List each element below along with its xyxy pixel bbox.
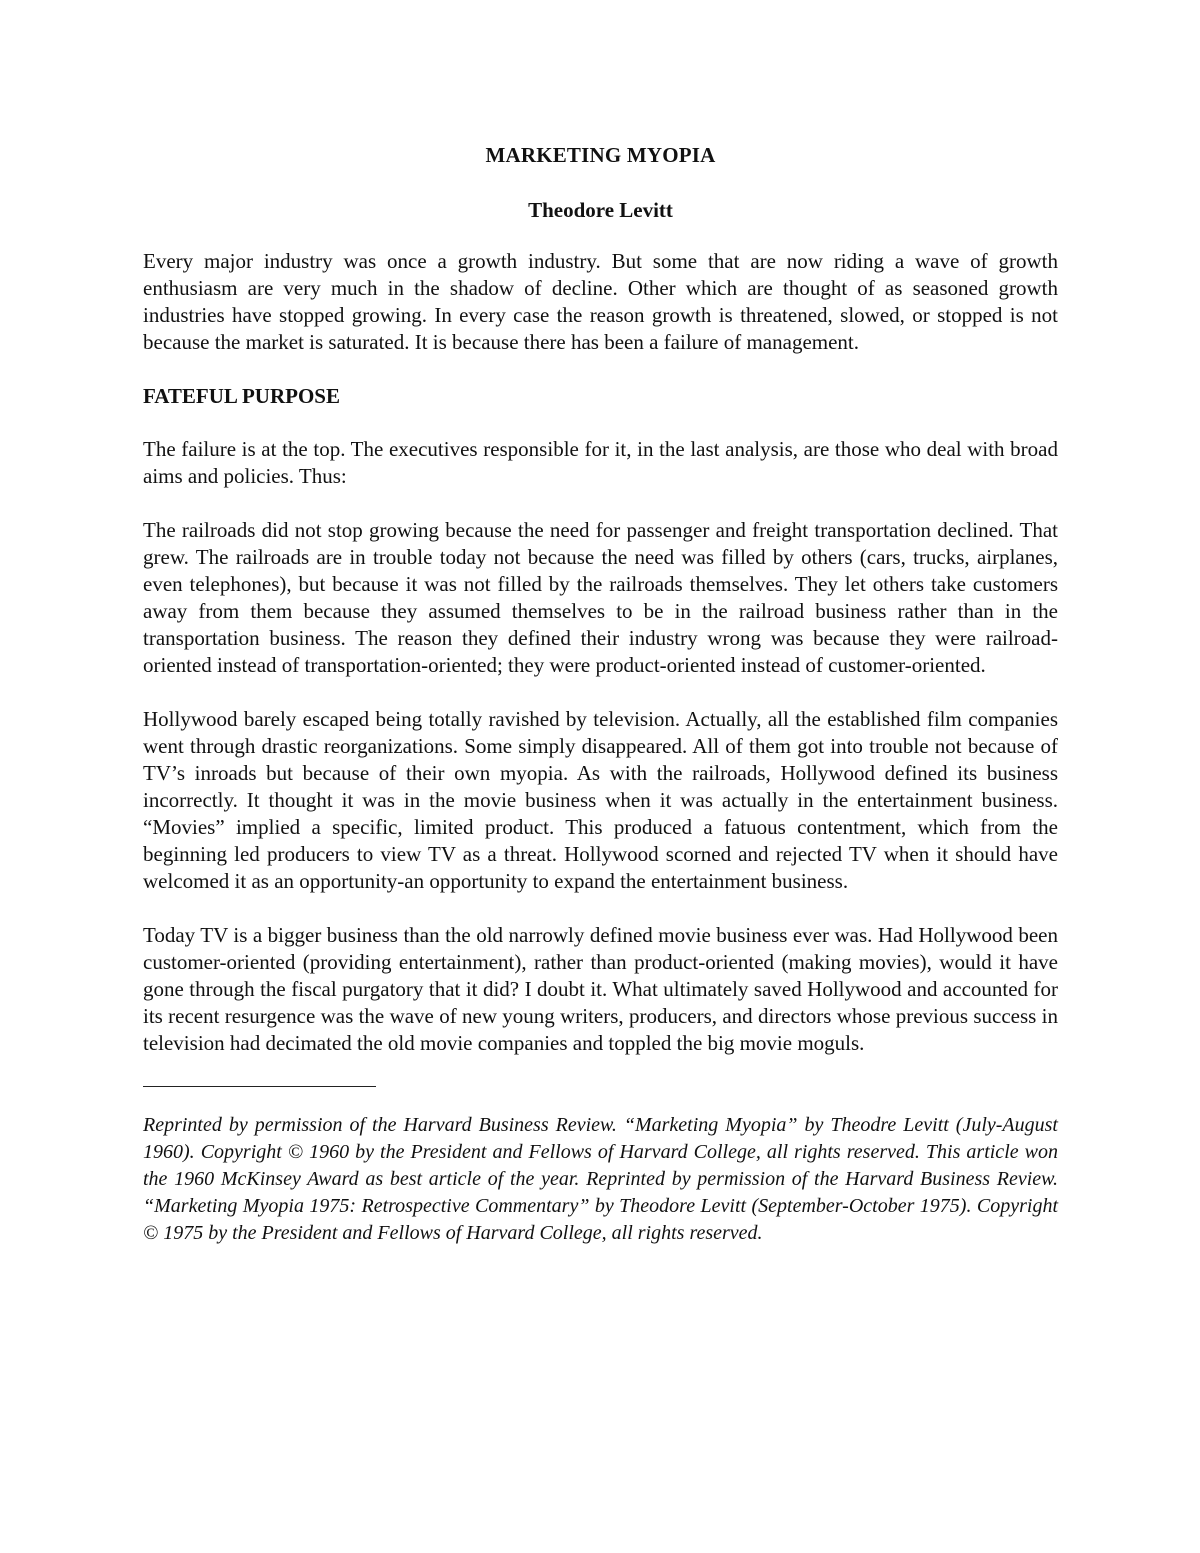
footnote-text: Reprinted by permission of the Harvard Business Review. “Marketing Myopia” by Theodre Levitt (July-August 1960). Copyright © 1960 by the President and Fellows of Harvard College, all rights reserved. This article won the 1960 McKinsey Award as best article of the year. Reprinted by permission of the Harvard Business Review. “Marketing Myopia 1975: Retrospective Commentary” by Theodore Levitt (September-October 1975). Copyright © 1975 by the President and Fellows of Harvard College, all rights reserved. bbox=[143, 1114, 1058, 1244]
document-content bbox=[143, 140, 1058, 1247]
body-paragraph: The failure is at the top. The executives responsible for it, in the last analysis, are those who deal with broad aims and policies. Thus: bbox=[143, 437, 1058, 488]
body-paragraph: The railroads did not stop growing because the need for passenger and freight transportation declined. That grew. The railroads are in trouble today not because the need was filled by others (cars, trucks, airplanes, even telephones), but because it was not filled by the railroads themselves. They let others take customers away from them because they assumed themselves to be in the railroad business rather than in the transportation business. The reason they defined their industry wrong was because they were railroad-oriented instead of transportation-oriented; they were product-oriented instead of customer-oriented. bbox=[143, 518, 1058, 677]
intro-paragraph: Every major industry was once a growth industry. But some that are now riding a wave of growth enthusiasm are very much in the shadow of decline. Other which are thought of as seasoned growth industries have stopped growing. In every case the reason growth is threatened, slowed, or stopped is not because the market is saturated. It is because there has been a failure of management. bbox=[143, 249, 1058, 354]
document-author: Theodore Levitt bbox=[528, 198, 673, 222]
body-paragraph: Hollywood barely escaped being totally ravished by television. Actually, all the established film companies went through drastic reorganizations. Some simply disappeared. All of them got into trouble not because of TV’s inroads but because of their own myopia. As with the railroads, Hollywood defined its business incorrectly. It thought it was in the movie business when it was actually in the entertainment business. “Movies” implied a specific, limited product. This produced a fatuous contentment, which from the beginning led producers to view TV as a threat. Hollywood scorned and rejected TV when it should have welcomed it as an opportunity-an opportunity to expand the entertainment business. bbox=[143, 707, 1058, 893]
body-paragraph: Today TV is a bigger business than the old narrowly defined movie business ever was. Had Hollywood been customer-oriented (providing entertainment), rather than product-oriented (making movies), would it have gone through the fiscal purgatory that it did? I doubt it. What ultimately saved Hollywood and accounted for its recent resurgence was the wave of new young writers, producers, and directors whose previous success in television had decimated the old movie companies and toppled the big movie moguls. bbox=[143, 923, 1058, 1055]
document-title: MARKETING MYOPIA bbox=[485, 143, 716, 167]
footnote-divider bbox=[143, 1086, 376, 1087]
section-heading: FATEFUL PURPOSE bbox=[143, 384, 340, 408]
